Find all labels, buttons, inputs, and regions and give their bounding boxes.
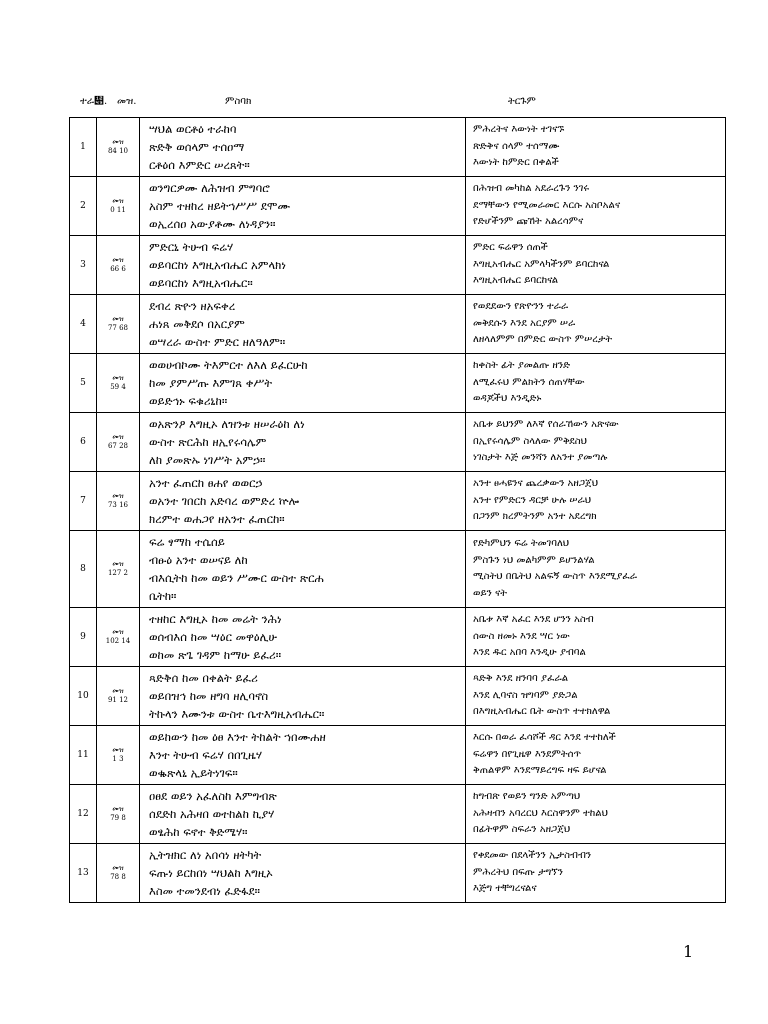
source-text [140,667,466,726]
reference-chapter-verse: 78 8 [110,873,126,881]
row-number: 10 [70,667,97,726]
translation-line: በሕዝብ መካከል አደራረጉን ንገሩ [473,183,590,195]
translation-text [466,667,726,726]
source-line: አስም ተዘከረ ዘይትኀሥሥ ደሞሙ [149,199,291,213]
row-number: 6 [70,413,97,472]
row-number: 12 [70,785,97,844]
row-number: 7 [70,472,97,531]
source-text [140,177,466,236]
source-text [140,295,466,354]
source-line: ብእሲትከ ከመ ወይን ሥሙር ውስተ ጽርሐ [149,571,324,585]
source-line: ፍሬ ፃማከ ተሴሰይ [149,535,225,549]
translation-line: እርሱ በወራ ፈሳሾች ዳር እንደ ተተከለች [473,732,616,744]
translation-line: ሰውስ ዘመኑ እንደ ሣር ነው [473,630,570,642]
source-text [140,785,466,844]
translation-text [466,472,726,531]
row-number: 1 [70,118,97,177]
reference-chapter-verse: 79 8 [110,814,126,822]
source-line: ወይበዝኅ ከመ ዘግባ ዘሊባኖስ [149,689,269,703]
translation-text [466,844,726,903]
translation-line: ከቀስት ፊት ያመልጡ ዘንድ [473,360,570,372]
translation-text [466,177,726,236]
translation-line: ምሕረትህ በፍጡ ታግኘን [473,866,564,878]
translation-line: በጋንም ክረምትንም አንተ አደረግክ [473,511,597,523]
translation-line: እጅግ ተቸግረናልና [473,883,537,895]
reference-abbr: መዝ [112,315,124,323]
reference-abbr: መዝ [112,138,124,146]
source-line: እንተ ትሁብ ፍሬሃ በበጊዜሃ [149,748,263,762]
reference-abbr: መዝ [112,746,124,754]
translation-line: ሚስትህ በቤትህ አልፍኝ ውስጥ እንደሚያፈራ [473,571,637,582]
source-line: ዐፀደ ወይን አፈለስከ እምግብጽ [149,789,277,803]
source-line: ሰደድከ አሕዛበ ወተከልከ ኪያሃ [149,807,275,821]
psalm-reference [97,354,140,413]
translation-line: ለዘላለምም በምድር ውስጥ ምሠረታት [473,334,613,346]
reference-chapter-verse: 77 68 [107,324,129,332]
source-line: ከመ ያምሥጡ እምገጸ ቀሥት [149,376,273,390]
psalm-reference [97,295,140,354]
table-row [70,531,726,608]
translation-line: የድካምህን ፍሬ ትመገባለህ [473,538,570,549]
translation-line: የቀደመው በደላችንን ኢታስብብን [473,850,592,862]
row-number: 5 [70,354,97,413]
source-text [140,726,466,785]
translation-line: ወይን ናት [473,587,508,599]
translation-line: አንተ የምድርን ዳርቻ ሁሉ ሠራህ [473,494,592,506]
reference-abbr: መዝ [112,492,124,500]
header-number: ተራ቉. [80,96,108,107]
translation-line: እግዚአብሔር ይባርከናል [473,275,559,287]
source-line: ክረምተ ወሐጋየ ዘአንተ ፈጠርከ። [149,512,285,526]
row-number: 9 [70,608,97,667]
translation-line: እውነት ከምድር በቀልች [473,157,559,169]
source-line: ብፁዕ አንተ ወሠናይ ለከ [149,553,248,567]
source-line: ወይባርከነ እግዚአብሔር። [149,276,253,290]
psalm-reference [97,472,140,531]
source-text [140,413,466,472]
header-reference: መዝ. [117,96,137,107]
translation-text [466,236,726,295]
psalm-table [69,117,726,903]
source-line: ወወሀብኮሙ ትእምርተ ለእለ ይፈርሁከ [149,358,308,372]
source-line: ወይድኅኑ ፍቁሪኒከ። [149,394,228,408]
reference-abbr: መዝ [112,864,124,872]
source-line: ወኢረሰዐ አውያቶሙ ለነዳያን። [149,217,276,231]
table-row [70,785,726,844]
translation-line: እንደ ሊባኖስ ዝግባም ያድጋል [473,689,578,701]
translation-line: ወዳጆችህ እንዲድኑ [473,393,542,405]
source-line: ወአጽንዖ እግዚኦ ለዝንቱ ዘሠራዕከ ለነ [149,417,305,431]
translation-text [466,295,726,354]
translation-line: መቅደሱን እንደ አርያም ሠራ [473,317,576,329]
source-line: ወፄሕከ ፍኖተ ቅድሜሃ። [149,825,248,839]
reference-chapter-verse: 73 16 [107,501,129,509]
translation-line: አቤቱ ይህንም ለእኛ የሰራኸውን አጽናው [473,419,619,431]
source-line: ወንግርዎሙ ለሕዝብ ምግባሮ [149,181,270,195]
psalm-reference [97,236,140,295]
source-text [140,354,466,413]
translation-line: አሕዛብን አባረርህ እርስዋንም ተከልህ [473,807,608,819]
translation-text [466,413,726,472]
translation-text [466,726,726,785]
translation-line: ምሕረትና እውነት ተገናኙ [473,124,565,136]
reference-abbr: መዝ [112,805,124,813]
source-line: ጻድቅሰ ከመ በቀልት ይፈሪ [149,671,258,685]
table-row [70,844,726,903]
header-source: ምስባክ [225,96,252,107]
psalm-reference [97,785,140,844]
source-line: ሐነጸ መቅደሶ በአርያም [149,317,245,331]
source-line: ወይከውን ከመ ዕፀ እንተ ትከልት ኀበሙሐዘ [149,730,326,744]
table-row [70,354,726,413]
translation-line: የድሆችንም ጩኸት አልረሳምና [473,216,584,228]
translation-line: እግዚአብሔር አምላካችንም ይባርከናል [473,258,610,270]
row-number: 2 [70,177,97,236]
translation-text [466,118,726,177]
table-row [70,118,726,177]
source-text [140,844,466,903]
table-header [0,96,768,110]
translation-line: ለሚፈሩህ ምልክትን ሰጠሃቸው [473,376,585,388]
reference-chapter-verse: 66 6 [110,265,126,273]
translation-line: ምድር ፍሬዋን ሰጠች [473,242,548,254]
psalm-reference [97,667,140,726]
reference-abbr: መዝ [112,256,124,264]
source-line: ትኩላን እሙንቱ ውስተ ቤተእግዚአብሔር። [149,707,325,721]
source-line: ወቈጽላኒ ኢይትነገፍ። [149,766,238,780]
translation-line: ምስጉን ነህ መልካምም ይሆንልሃል [473,554,595,566]
reference-abbr: መዝ [112,560,124,568]
source-text [140,118,466,177]
translation-line: እንደ ዱር አበባ እንዲሁ ያብባል [473,647,586,659]
source-line: ወይባርከነ እግዚአብሔር አምላክነ [149,258,286,272]
translation-line: ጽድቅና ሰላም ተሰማሙ [473,140,560,152]
table-row [70,236,726,295]
table-row [70,472,726,531]
psalm-reference [97,608,140,667]
translation-line: የወደደውን የጽዮንን ተራራ [473,301,569,313]
reference-chapter-verse: 91 12 [107,696,129,704]
reference-chapter-verse: 127 2 [107,569,129,577]
source-line: ወሣረራ ውስተ ምድር ዘለዓለም። [149,335,286,349]
translation-line: በፊትዋም ስፍራን አዘጋጀህ [473,824,571,836]
table-row [70,608,726,667]
reference-abbr: መዝ [112,433,124,441]
table-row [70,177,726,236]
row-number: 13 [70,844,97,903]
psalm-reference [97,177,140,236]
translation-line: አንተ ፀሓዩንና ጨረቃውን አዘጋጀህ [473,478,599,490]
source-line: ውስተ ጽርሕከ ዘኢየሩሳሌም [149,435,267,449]
reference-chapter-verse: 67 28 [107,442,129,450]
table-row [70,726,726,785]
source-line: አንተ ፈጠርከ ፀሐየ ወወርኃ [149,476,263,490]
header-translation: ትርጉም [508,96,536,107]
translation-line: ደማቸውን የሚመራመር እርሱ አስቦአልና [473,199,621,211]
source-line: ቤትከ። [149,589,177,603]
reference-chapter-verse: 0 11 [110,206,126,214]
source-line: ተዘከር እግዚኦ ከመ መሬት ንሕነ [149,612,282,626]
translation-line: ከግብጽ የወይን ግንድ አምጣህ [473,791,581,803]
translation-text [466,608,726,667]
reference-chapter-verse: 102 14 [105,637,131,645]
reference-abbr: መዝ [112,687,124,695]
reference-abbr: መዝ [112,628,124,636]
reference-chapter-verse: 1 3 [112,755,124,763]
source-line: ወሰብእሰ ከመ ሣዕር መዋዕሊሁ [149,630,277,644]
table-row [70,667,726,726]
translation-line: ፍሬዋን በየጊዜዋ እንደምትሰጥ [473,748,582,760]
row-number: 3 [70,236,97,295]
psalm-reference [97,844,140,903]
translation-text [466,531,726,608]
translation-line: አቤቱ እኛ አፈር እንደ ሆንን አስብ [473,614,594,626]
translation-text [466,354,726,413]
source-line: ወአንተ ገበርከ አድባረ ወምድረ ኵሎ [149,494,300,508]
source-line: ጽድቅ ወሰላም ተሰዐማ [149,140,245,154]
source-line: እስመ ተመንደብነ ፈድፋደ። [149,884,260,898]
reference-chapter-verse: 59 4 [110,383,126,391]
translation-line: በኢየሩሳሌም ስላለው ምቅደስህ [473,435,587,447]
row-number: 4 [70,295,97,354]
source-line: ለከ ያመጽኡ ነገሥት አምኃ። [149,453,266,467]
translation-text [466,785,726,844]
source-line: ርቶዕሰ እምድር ሠረጸት። [149,158,250,172]
source-text [140,531,466,608]
reference-abbr: መዝ [112,197,124,205]
source-text [140,608,466,667]
source-line: ኢትዝክር ለነ አበሳነ ዘትካት [149,848,262,862]
page-number: 1 [683,942,694,961]
translation-line: በእግዚአብሔር ቤት ውስጥ ተተክለዋል [473,706,611,718]
psalm-reference [97,413,140,472]
source-line: ደብረ ጽዮን ዘአፍቀረ [149,299,236,313]
psalm-reference [97,118,140,177]
source-line: ሣህል ወርቶዕ ተራከባ [149,122,237,136]
source-line: ምድርኒ ትሁብ ፍሬሃ [149,240,234,254]
row-number: 11 [70,726,97,785]
reference-abbr: መዝ [112,374,124,382]
translation-line: ቅጠልዋም እንደማይረግፍ ዛፍ ይሆናል [473,765,607,777]
source-text [140,472,466,531]
translation-line: ነገስታት እጅ መንሻን ለአንተ ያመጣሉ [473,452,608,464]
psalm-reference [97,531,140,608]
reference-chapter-verse: 84 10 [107,147,129,155]
source-text [140,236,466,295]
table-row [70,413,726,472]
source-line: ወከመ ጽጌ ገዳም ከማሁ ይፈሪ። [149,648,282,662]
psalm-reference [97,726,140,785]
source-line: ፍጡነ ይርከበነ ሣህልከ እግዚኦ [149,866,273,880]
row-number: 8 [70,531,97,608]
translation-line: ጻድቅ እንደ ዘንባባ ያፈራል [473,673,569,685]
table-row [70,295,726,354]
